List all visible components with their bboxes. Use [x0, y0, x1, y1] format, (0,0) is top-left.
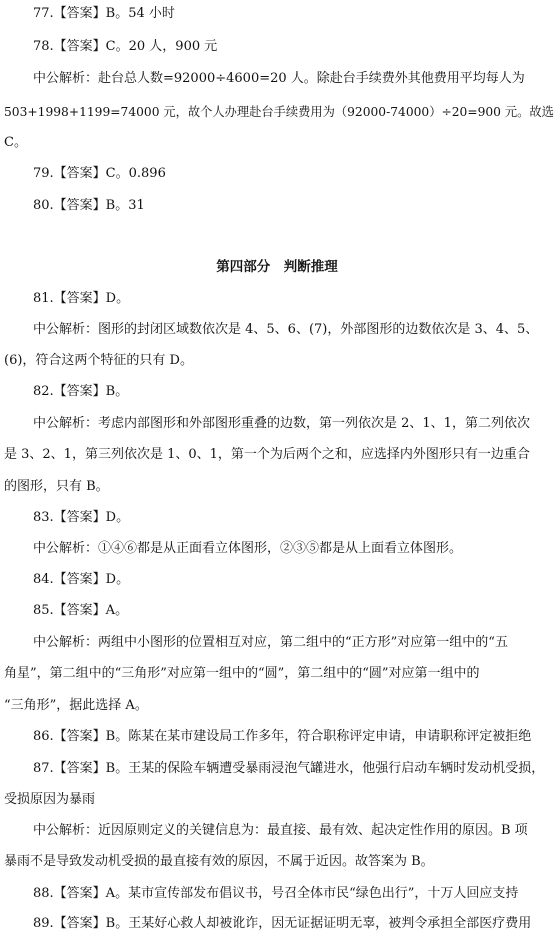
answer-89: 89.【答案】B。王某好心救人却被讹诈，因无证据证明无辜，被判令承担全部医疗费用: [33, 916, 532, 931]
answer-88: 88.【答案】A。某市宣传部发布倡议书，号召全体市民“绿色出行”，十万人回应支持: [33, 886, 519, 901]
answer-84: 84.【答案】D。: [33, 572, 130, 587]
section-heading: 第四部分 判断推理: [216, 259, 338, 275]
answer-79: 79.【答案】C。0.896: [33, 166, 166, 181]
analysis-85-line3: “三角形”，据此选择 A。: [4, 698, 148, 713]
analysis-82-line3: 的图形，只有 B。: [4, 479, 109, 494]
analysis-82-line1: 中公解析：考虑内部图形和外部图形重叠的边数，第一列依次是 2、1、1，第二列依次: [33, 416, 530, 431]
analysis-82-line2: 是 3、2、1，第三列依次是 1、0、1，第一个为后两个之和，应选择内外图形只有一边重合: [4, 447, 530, 462]
analysis-87-line1: 中公解析：近因原则定义的关键信息为：最直接、最有效、起决定性作用的原因。B 项: [33, 823, 528, 838]
answer-83: 83.【答案】D。: [33, 510, 130, 525]
answer-78: 78.【答案】C。20 人，900 元: [33, 39, 218, 54]
answer-87-line2: 受损原因为暴雨: [4, 792, 96, 807]
answer-85: 85.【答案】A。: [33, 603, 129, 618]
analysis-81-line1: 中公解析：图形的封闭区域数依次是 4、5、6、(7)，外部图形的边数依次是 3、4、5、: [33, 322, 539, 337]
answer-80: 80.【答案】B。31: [33, 198, 145, 213]
analysis-78-line3: C。: [4, 135, 27, 150]
answer-86: 86.【答案】B。陈某在某市建设局工作多年，符合职称评定申请，申请职称评定被拒绝: [33, 729, 532, 744]
answer-81: 81.【答案】D。: [33, 291, 130, 306]
analysis-85-line2: 角星”，第二组中的“三角形”对应第一组中的“圆”，第二组中的“圆”对应第一组中的: [4, 666, 480, 681]
analysis-78-line1: 中公解析：赴台总人数=92000÷4600=20 人。除赴台手续费外其他费用平均每人为: [33, 71, 525, 86]
analysis-78-line2: 503+1998+1199=74000 元，故个人办理赴台手续费用为（92000-74000）÷20=900 元。故选: [4, 105, 554, 119]
analysis-87-line2: 暴雨不是导致发动机受损的最直接有效的原因，不属于近因。故答案为 B。: [4, 854, 434, 869]
answer-87-line1: 87.【答案】B。王某的保险车辆遭受暴雨浸泡气罐进水，他强行启动车辆时发动机受损，: [33, 761, 545, 776]
analysis-81-line2: (6)，符合这两个特征的只有 D。: [4, 353, 193, 368]
answer-82: 82.【答案】B。: [33, 384, 129, 399]
analysis-83: 中公解析：①④⑥都是从正面看立体图形，②③⑤都是从上面看立体图形。: [33, 541, 463, 556]
answer-77: 77.【答案】B。54 小时: [33, 6, 175, 21]
analysis-85-line1: 中公解析：两组中小图形的位置相互对应，第二组中的“正方形”对应第一组中的“五: [33, 635, 508, 650]
